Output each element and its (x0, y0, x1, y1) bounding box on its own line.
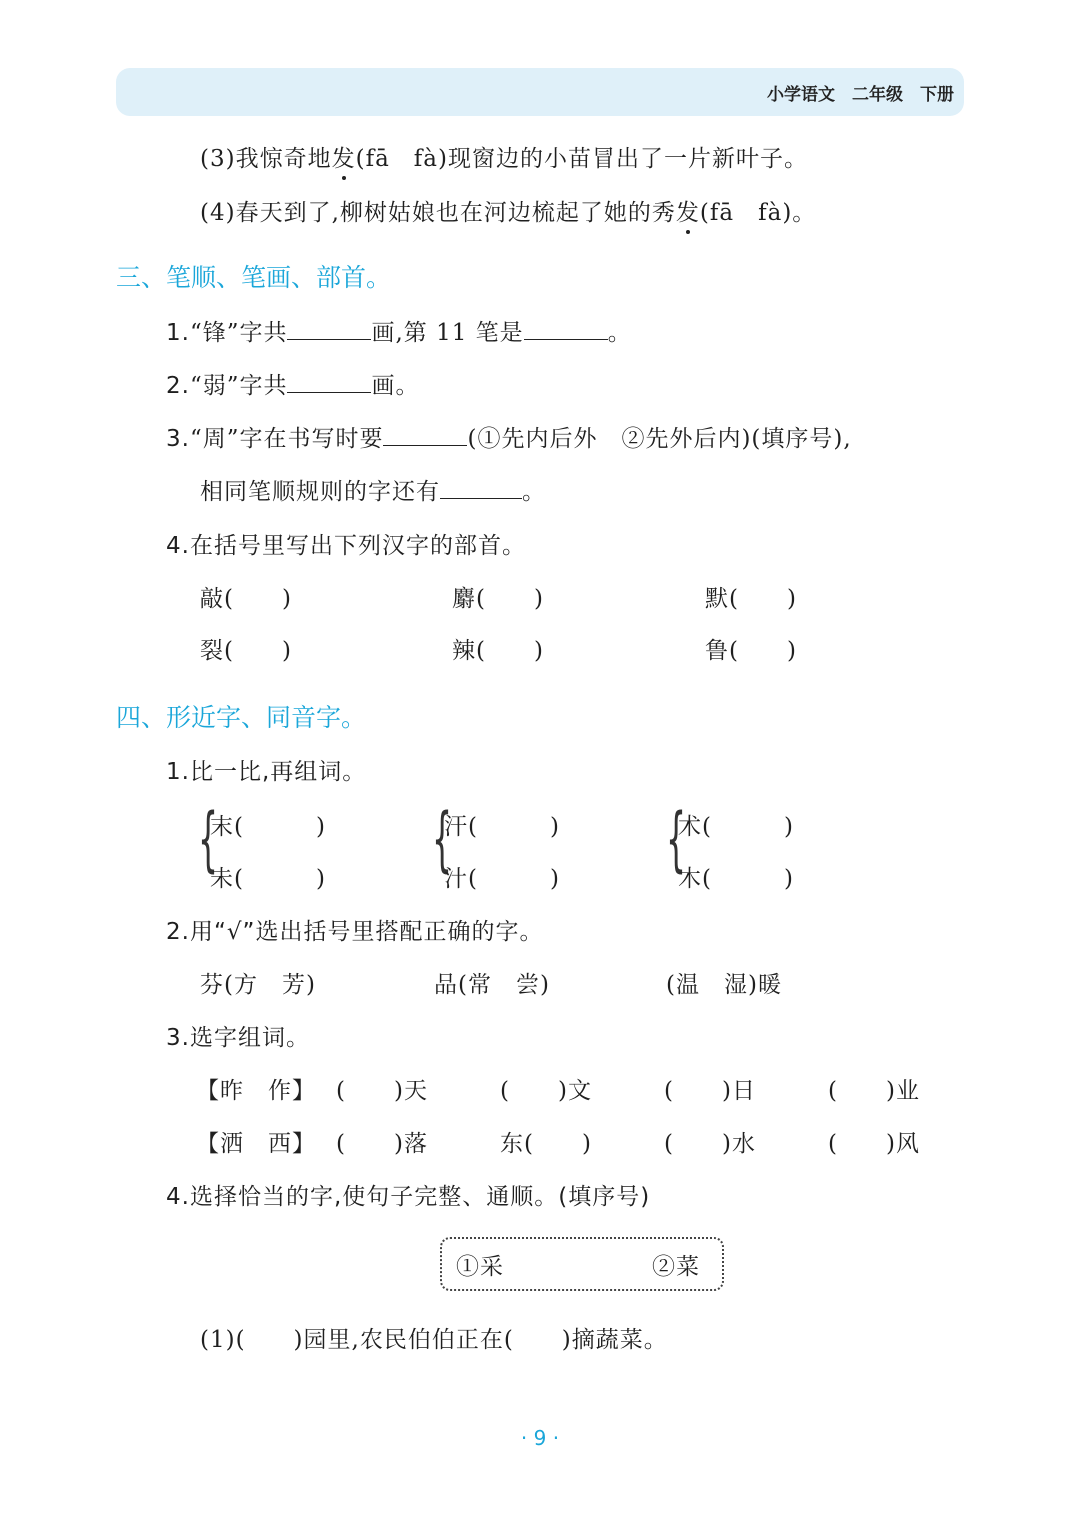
s2-q3-dotted-char: 发 (332, 140, 356, 173)
word-item: ( )日 (664, 1078, 756, 1104)
brace-icon: { (198, 798, 219, 880)
s2-q4-before: 春天到了,柳树姑娘也在河边梳起了她的秀 (235, 200, 676, 226)
s3-q2-a: “弱”字共 (189, 373, 288, 399)
s3-q3 (166, 420, 852, 453)
s4-q4-sentence-1: (1)( )园里,农民伯伯正在( )摘蔬菜。 (200, 1327, 668, 1353)
s3-q2-num: 2. (166, 373, 190, 399)
volume-label: 下册 (920, 85, 954, 105)
s2-q4-after: (fā fà)。 (699, 200, 817, 226)
s3-q2-b: 画。 (371, 373, 420, 399)
word-item: ( )水 (664, 1131, 756, 1157)
s4-q1-prompt: 比一比,再组词。 (189, 759, 367, 785)
s3-q1 (166, 314, 632, 347)
s3-q1-num: 1. (166, 320, 190, 346)
word-item: ( )业 (828, 1078, 920, 1104)
answer-blank[interactable] (287, 315, 371, 340)
radical-item: 麝( ) (452, 586, 544, 612)
pair-bottom: 木( ) (678, 866, 794, 892)
answer-blank[interactable] (287, 368, 371, 393)
option-item: ②菜 (652, 1254, 700, 1280)
s3-q3-b: (①先内后外 ②先外后内)(填序号), (467, 426, 852, 452)
brace-icon: { (666, 798, 687, 880)
pair-bottom: 汁( ) (444, 866, 560, 892)
s3-q3-num: 3. (166, 426, 190, 452)
s3-q1-c: 。 (607, 320, 632, 346)
radical-item: 敲( ) (200, 586, 292, 612)
s3-q3-c: 相同笔顺规则的字还有 (200, 479, 440, 505)
s3-q3-d: 。 (522, 479, 546, 505)
s2-q4 (200, 194, 816, 227)
s4-q3-num: 3. (166, 1025, 190, 1051)
choice-item: (温 湿)暖 (666, 972, 782, 998)
radical-item: 辣( ) (452, 638, 544, 664)
s4-q1-num: 1. (166, 759, 190, 785)
choice-item: 品(常 尝) (434, 972, 550, 998)
pair-bottom: 未( ) (210, 866, 326, 892)
s4-q3-prompt: 选字组词。 (189, 1025, 310, 1051)
s3-q3-cont (200, 473, 546, 506)
choice-item: 芬(方 芳) (200, 972, 316, 998)
s3-q3-a: “周”字在书写时要 (189, 426, 384, 452)
s4-q2-prompt: 用“√”选出括号里搭配正确的字。 (189, 919, 544, 945)
char-group: 【昨 作】 (196, 1078, 316, 1104)
s3-q4 (166, 527, 526, 560)
s4-q1 (166, 753, 366, 786)
s3-q4-num: 4. (166, 533, 190, 559)
answer-blank[interactable] (524, 315, 608, 340)
pair-top: 术( ) (678, 814, 794, 840)
s3-q1-a: “锋”字共 (189, 320, 288, 346)
s2-q4-num: (4) (200, 200, 236, 226)
s4-q3 (166, 1019, 310, 1052)
word-item: ( )文 (500, 1078, 592, 1104)
word-item: ( )落 (336, 1131, 428, 1157)
grade-label: 二年级 (852, 85, 903, 105)
answer-blank[interactable] (440, 474, 522, 499)
word-item: ( )天 (336, 1078, 428, 1104)
word-item: ( )风 (828, 1131, 920, 1157)
pair-top: 末( ) (210, 814, 326, 840)
radical-item: 鲁( ) (705, 638, 797, 664)
radical-item: 裂( ) (200, 638, 292, 664)
s2-q3-after: (fā fà)现窗边的小苗冒出了一片新叶子。 (355, 146, 808, 172)
pair-top: 汗( ) (444, 814, 560, 840)
s4-q4 (166, 1178, 650, 1211)
s4-q2-num: 2. (166, 919, 190, 945)
book-info (767, 80, 954, 105)
word-item: 东( ) (500, 1131, 592, 1157)
section3-title: 三、笔顺、笔画、部首。 (116, 263, 392, 292)
radical-item: 默( ) (705, 586, 797, 612)
s3-q1-b: 画,第 11 笔是 (371, 320, 524, 346)
s2-q3-num: (3) (200, 146, 236, 172)
s2-q4-dotted-char: 发 (676, 194, 700, 227)
s4-q4-num: 4. (166, 1184, 190, 1210)
s4-q4-prompt: 选择恰当的字,使句子完整、通顺。(填序号) (189, 1184, 651, 1210)
brace-icon: { (432, 798, 453, 880)
section4-title: 四、形近字、同音字。 (116, 703, 367, 732)
char-group: 【洒 西】 (196, 1131, 316, 1157)
s3-q2 (166, 367, 419, 400)
s3-q4-prompt: 在括号里写出下列汉字的部首。 (189, 533, 526, 559)
subject-label: 小学语文 (767, 85, 835, 105)
s4-q2 (166, 913, 543, 946)
s2-q3 (200, 140, 808, 173)
answer-blank[interactable] (383, 421, 467, 446)
page-number: · 9 · (520, 1426, 560, 1450)
option-item: ①采 (456, 1254, 504, 1280)
s2-q3-before: 我惊奇地 (235, 146, 332, 172)
